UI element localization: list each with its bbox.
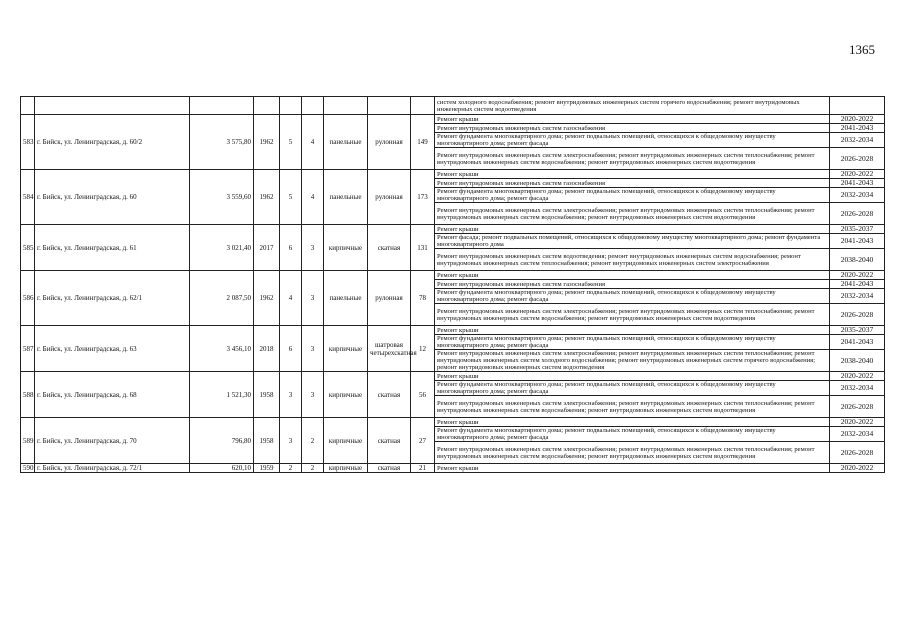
table-row bbox=[21, 225, 885, 234]
cell-period: 2026-2028 bbox=[830, 396, 885, 418]
cell-period: 2041-2043 bbox=[830, 179, 885, 188]
cell-year: 2017 bbox=[254, 225, 280, 271]
cell-work: Ремонт крыши bbox=[435, 115, 830, 124]
table-row bbox=[21, 372, 885, 381]
cell-work: Ремонт крыши bbox=[435, 170, 830, 179]
cell-num bbox=[21, 97, 35, 115]
cell-count: 21 bbox=[411, 464, 435, 473]
cell-num: 583 bbox=[21, 115, 35, 170]
cell-floors: 4 bbox=[280, 271, 302, 326]
cell-floors: 2 bbox=[280, 464, 302, 473]
cell-num: 588 bbox=[21, 372, 35, 418]
cell-period: 2020-2022 bbox=[830, 372, 885, 381]
cell-work: Ремонт фундамента многоквартирного дома; ремонт подвальных помещений, относящихся к общедомовому имуществу многоквартирного дома; ремонт фасада bbox=[435, 289, 830, 304]
cell-walls: кирпичные bbox=[324, 418, 368, 464]
cell-work: Ремонт крыши bbox=[435, 326, 830, 335]
cell-entrances: 2 bbox=[302, 464, 324, 473]
cell-period: 2041-2043 bbox=[830, 280, 885, 289]
cell-work: Ремонт внутридомовых инженерных систем электроснабжения; ремонт внутридомовых инженерных систем теплоснабжения; ремонт внутридомовых инженерных систем водоснабжения; ремонт внутридомовых инженерных систем водоотведения bbox=[435, 148, 830, 170]
cell-work: Ремонт крыши bbox=[435, 225, 830, 234]
cell-period: 2041-2043 bbox=[830, 124, 885, 133]
cell-period: 2032-2034 bbox=[830, 427, 885, 442]
cell-entrances: 3 bbox=[302, 326, 324, 372]
cell-work: Ремонт внутридомовых инженерных систем электроснабжения; ремонт внутридомовых инженерных систем теплоснабжения; ремонт внутридомовых инженерных систем холодного водоснабжения; ремонт внутридомовых инженерных систем горячего водоснабжения; ремонт внутридомовых инженерных систем водоотведения bbox=[435, 350, 830, 372]
cell-area: 3 559,60 bbox=[190, 170, 254, 225]
cell-period: 2020-2022 bbox=[830, 271, 885, 280]
cell-area: 3 456,10 bbox=[190, 326, 254, 372]
cell-period: 2038-2040 bbox=[830, 350, 885, 372]
cell-walls: панельные bbox=[324, 271, 368, 326]
cell-work: Ремонт внутридомовых инженерных систем электроснабжения; ремонт внутридомовых инженерных систем теплоснабжения; ремонт внутридомовых инженерных систем водоснабжения; ремонт внутридомовых инженерных систем водоотведения bbox=[435, 396, 830, 418]
cell-roof: скатная bbox=[368, 418, 411, 464]
cell-period: 2035-2037 bbox=[830, 326, 885, 335]
cell-walls: панельные bbox=[324, 170, 368, 225]
cell-count: 149 bbox=[411, 115, 435, 170]
cell-period: 2020-2022 bbox=[830, 170, 885, 179]
cell-count: 56 bbox=[411, 372, 435, 418]
cell-floors: 6 bbox=[280, 326, 302, 372]
cell-address: г. Бийск, ул. Ленинградская, д. 70 bbox=[35, 418, 190, 464]
cell-walls: кирпичные bbox=[324, 464, 368, 473]
table-row bbox=[21, 271, 885, 280]
cell-roof: рулонная bbox=[368, 115, 411, 170]
cell-area: 2 087,50 bbox=[190, 271, 254, 326]
cell-area bbox=[190, 97, 254, 115]
cell-year: 1962 bbox=[254, 170, 280, 225]
cell-floors: 3 bbox=[280, 372, 302, 418]
cell-address: г. Бийск, ул. Ленинградская, д. 68 bbox=[35, 372, 190, 418]
cell-address: г. Бийск, ул. Ленинградская, д. 61 bbox=[35, 225, 190, 271]
cell-address: г. Бийск, ул. Ленинградская, д. 72/1 bbox=[35, 464, 190, 473]
cell-area: 1 521,30 bbox=[190, 372, 254, 418]
cell-period: 2020-2022 bbox=[830, 115, 885, 124]
table-row bbox=[21, 115, 885, 124]
cell-area: 3 021,40 bbox=[190, 225, 254, 271]
carryover-row bbox=[21, 97, 885, 115]
cell-num: 587 bbox=[21, 326, 35, 372]
cell-year: 1962 bbox=[254, 271, 280, 326]
table-row bbox=[21, 418, 885, 427]
cell-year: 1962 bbox=[254, 115, 280, 170]
cell-walls: кирпичные bbox=[324, 225, 368, 271]
cell-year: 1958 bbox=[254, 372, 280, 418]
cell-roof: скатная bbox=[368, 225, 411, 271]
cell-area: 3 575,80 bbox=[190, 115, 254, 170]
cell-period: 2032-2034 bbox=[830, 289, 885, 304]
cell-address: г. Бийск, ул. Ленинградская, д. 63 bbox=[35, 326, 190, 372]
cell-period bbox=[830, 97, 885, 115]
cell-period: 2020-2022 bbox=[830, 418, 885, 427]
cell-work: Ремонт фасада; ремонт подвальных помещений, относящихся к общедомовому имуществу многоквартирного дома; ремонт фундамента многоквартирного дома bbox=[435, 234, 830, 249]
cell-work: Ремонт фундамента многоквартирного дома; ремонт подвальных помещений, относящихся к общедомовому имуществу многоквартирного дома; ремонт фасада bbox=[435, 335, 830, 350]
cell-floors bbox=[280, 97, 302, 115]
cell-work: Ремонт крыши bbox=[435, 464, 830, 473]
cell-entrances: 2 bbox=[302, 418, 324, 464]
cell-work: Ремонт внутридомовых инженерных систем газоснабжения bbox=[435, 124, 830, 133]
cell-floors: 6 bbox=[280, 225, 302, 271]
page-number: 1365 bbox=[849, 42, 875, 57]
cell-work: Ремонт фундамента многоквартирного дома; ремонт подвальных помещений, относящихся к общедомовому имуществу многоквартирного дома; ремонт фасада bbox=[435, 133, 830, 148]
cell-roof: шатровая четырехскатная bbox=[368, 326, 411, 372]
table-row bbox=[21, 326, 885, 335]
cell-period: 2026-2028 bbox=[830, 148, 885, 170]
cell-year: 1959 bbox=[254, 464, 280, 473]
cell-num: 589 bbox=[21, 418, 35, 464]
cell-area: 620,10 bbox=[190, 464, 254, 473]
cell-work: Ремонт внутридомовых инженерных систем электроснабжения; ремонт внутридомовых инженерных систем теплоснабжения; ремонт внутридомовых инженерных систем водоснабжения; ремонт внутридомовых инженерных систем водоотведения bbox=[435, 203, 830, 225]
cell-work: Ремонт крыши bbox=[435, 418, 830, 427]
cell-roof: скатная bbox=[368, 464, 411, 473]
cell-walls: кирпичные bbox=[324, 326, 368, 372]
cell-area: 796,80 bbox=[190, 418, 254, 464]
cell-year bbox=[254, 97, 280, 115]
cell-walls bbox=[324, 97, 368, 115]
cell-period: 2041-2043 bbox=[830, 234, 885, 249]
cell-period: 2032-2034 bbox=[830, 188, 885, 203]
cell-period: 2041-2043 bbox=[830, 335, 885, 350]
cell-year: 2018 bbox=[254, 326, 280, 372]
cell-address: г. Бийск, ул. Ленинградская, д. 62/1 bbox=[35, 271, 190, 326]
cell-count: 173 bbox=[411, 170, 435, 225]
cell-entrances: 3 bbox=[302, 271, 324, 326]
cell-work: Ремонт крыши bbox=[435, 372, 830, 381]
cell-entrances: 4 bbox=[302, 115, 324, 170]
cell-period: 2032-2034 bbox=[830, 381, 885, 396]
cell-num: 585 bbox=[21, 225, 35, 271]
cell-floors: 5 bbox=[280, 170, 302, 225]
cell-num: 590 bbox=[21, 464, 35, 473]
cell-period: 2026-2028 bbox=[830, 304, 885, 326]
cell-roof: скатная bbox=[368, 372, 411, 418]
cell-work: Ремонт внутридомовых инженерных систем газоснабжения bbox=[435, 179, 830, 188]
cell-walls: кирпичные bbox=[324, 372, 368, 418]
cell-work: Ремонт внутридомовых инженерных систем электроснабжения; ремонт внутридомовых инженерных систем теплоснабжения; ремонт внутридомовых инженерных систем водоснабжения; ремонт внутридомовых инженерных систем водоотведения bbox=[435, 442, 830, 464]
cell-count bbox=[411, 97, 435, 115]
cell-period: 2032-2034 bbox=[830, 133, 885, 148]
cell-roof bbox=[368, 97, 411, 115]
cell-period: 2035-2037 bbox=[830, 225, 885, 234]
cell-work: Ремонт фундамента многоквартирного дома; ремонт подвальных помещений, относящихся к общедомовому имуществу многоквартирного дома; ремонт фасада bbox=[435, 381, 830, 396]
cell-period: 2026-2028 bbox=[830, 203, 885, 225]
cell-work: Ремонт внутридомовых инженерных систем электроснабжения; ремонт внутридомовых инженерных систем теплоснабжения; ремонт внутридомовых инженерных систем водоснабжения; ремонт внутридомовых инженерных систем водоотведения bbox=[435, 304, 830, 326]
cell-address: г. Бийск, ул. Ленинградская, д. 60/2 bbox=[35, 115, 190, 170]
cell-work: Ремонт фундамента многоквартирного дома; ремонт подвальных помещений, относящихся к общедомовому имуществу многоквартирного дома; ремонт фасада bbox=[435, 427, 830, 442]
cell-address bbox=[35, 97, 190, 115]
cell-work: систем холодного водоснабжения; ремонт внутридомовых инженерных систем горячего водоснабжения; ремонт внутридомовых инженерных систем водоотведения bbox=[435, 97, 830, 115]
table-row bbox=[21, 464, 885, 473]
cell-count: 27 bbox=[411, 418, 435, 464]
cell-entrances: 3 bbox=[302, 225, 324, 271]
cell-period: 2020-2022 bbox=[830, 464, 885, 473]
cell-num: 586 bbox=[21, 271, 35, 326]
cell-walls: панельные bbox=[324, 115, 368, 170]
cell-roof: рулонная bbox=[368, 271, 411, 326]
cell-count: 12 bbox=[411, 326, 435, 372]
cell-work: Ремонт фундамента многоквартирного дома; ремонт подвальных помещений, относящихся к общедомовому имуществу многоквартирного дома; ремонт фасада bbox=[435, 188, 830, 203]
cell-floors: 3 bbox=[280, 418, 302, 464]
cell-entrances: 3 bbox=[302, 372, 324, 418]
capital-repair-table bbox=[20, 96, 885, 473]
table-row bbox=[21, 170, 885, 179]
cell-floors: 5 bbox=[280, 115, 302, 170]
cell-work: Ремонт крыши bbox=[435, 271, 830, 280]
cell-count: 131 bbox=[411, 225, 435, 271]
cell-address: г. Бийск, ул. Ленинградская, д. 60 bbox=[35, 170, 190, 225]
cell-work: Ремонт внутридомовых инженерных систем водоотведения; ремонт внутридомовых инженерных систем водоснабжения; ремонт внутридомовых инженерных систем теплоснабжения; ремонт внутридомовых инженерных систем электроснабжения bbox=[435, 249, 830, 271]
cell-count: 78 bbox=[411, 271, 435, 326]
cell-year: 1958 bbox=[254, 418, 280, 464]
cell-entrances bbox=[302, 97, 324, 115]
cell-roof: рулонная bbox=[368, 170, 411, 225]
cell-period: 2038-2040 bbox=[830, 249, 885, 271]
cell-work: Ремонт внутридомовых инженерных систем газоснабжения bbox=[435, 280, 830, 289]
cell-num: 584 bbox=[21, 170, 35, 225]
cell-entrances: 4 bbox=[302, 170, 324, 225]
cell-period: 2026-2028 bbox=[830, 442, 885, 464]
